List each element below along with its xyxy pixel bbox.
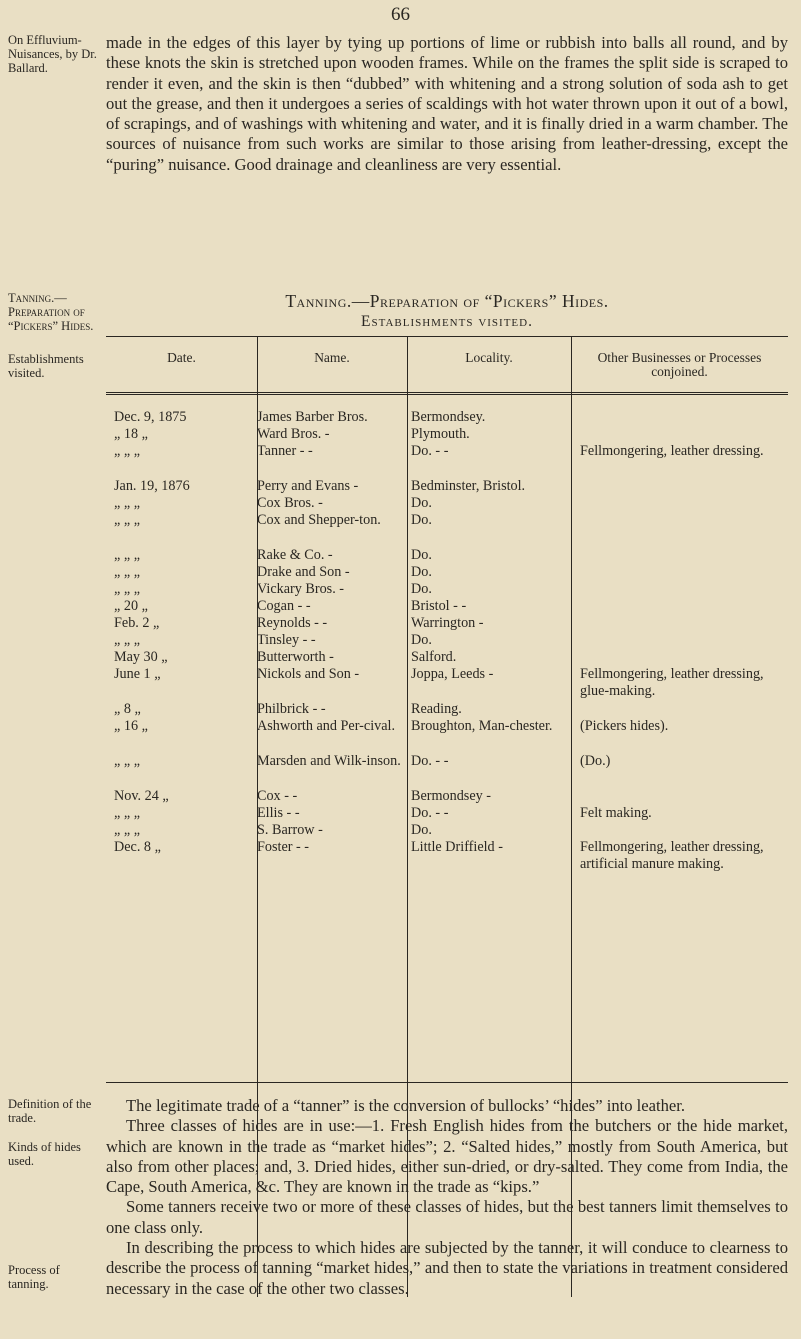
cell-locality: Do. - - [411, 443, 449, 459]
kinds-paragraph: Three classes of hides are in use:—1. Fresh English hides from the butchers or the hide market, which are known in the trade as “market hides”; 2. “Salted hides,” mostly from South America, but also from other places; and, 3. Dried hides, either sun-dried, or dry-salted. They come from India, the Cape, South America, &c. They are known in the trade as “kips.” [106, 1116, 788, 1197]
cell-date: „ 16 „ [114, 718, 148, 734]
section-heading: Tanning.—Preparation of “Pickers” Hides. [285, 291, 609, 311]
cell-locality: Do. [411, 512, 432, 528]
cell-locality: Do. - - [411, 753, 449, 769]
cell-name: Philbrick - - [257, 701, 326, 717]
section-subheading: Establishments visited. [361, 313, 533, 330]
table-top-rule [106, 336, 788, 337]
cell-date: June 1 „ [114, 666, 161, 682]
cell-locality: Little Driffield - [411, 839, 503, 855]
cell-other: Fellmongering, leather dressing, artificial manure making. [580, 839, 764, 872]
table-row [106, 805, 788, 822]
cell-date: „ „ „ [114, 753, 140, 769]
cell-other: Fellmongering, leather dressing, glue-making. [580, 666, 764, 699]
cell-name: Perry and Evans - [257, 478, 359, 494]
cell-date: „ „ „ [114, 443, 140, 459]
table-body [106, 409, 788, 891]
table-row [106, 512, 788, 547]
table-row [106, 426, 788, 443]
table-header-name: Name. [314, 350, 350, 365]
cell-name: Butterworth - [257, 649, 334, 665]
cell-name: Drake and Son - [257, 564, 350, 580]
table-row [106, 443, 788, 478]
cell-other: (Pickers hides). [580, 718, 669, 734]
table-row [106, 753, 788, 788]
margin-note-process: Process of tanning. [8, 1263, 60, 1291]
cell-date: „ 18 „ [114, 426, 148, 442]
cell-name: Cox and Shepper-ton. [257, 512, 381, 528]
top-paragraph [106, 33, 788, 175]
cell-name: Rake & Co. - [257, 547, 333, 563]
table-row [106, 478, 788, 495]
cell-date: „ „ „ [114, 581, 140, 597]
cell-other: Felt making. [580, 805, 652, 821]
cell-date: „ „ „ [114, 632, 140, 648]
cell-locality: Bermondsey - [411, 788, 491, 804]
table-header-date: Date. [167, 350, 196, 365]
cell-date: „ „ „ [114, 547, 140, 563]
table-row [106, 701, 788, 718]
table-header-locality: Locality. [465, 350, 513, 365]
cell-name: Ellis - - [257, 805, 300, 821]
cell-name: Marsden and Wilk-inson. [257, 753, 401, 769]
cell-locality: Do. [411, 495, 432, 511]
cell-locality: Broughton, Man-chester. [411, 718, 553, 734]
cell-locality: Warrington - [411, 615, 484, 631]
table-row [106, 649, 788, 666]
definition-paragraph: The legitimate trade of a “tanner” is the conversion of bullocks’ “hides” into leather. [126, 1096, 686, 1115]
cell-date: Feb. 2 „ [114, 615, 160, 631]
table-row [106, 822, 788, 839]
cell-date: May 30 „ [114, 649, 168, 665]
cell-date: „ „ „ [114, 512, 140, 528]
cell-date: „ „ „ [114, 564, 140, 580]
cell-date: Jan. 19, 1876 [114, 478, 190, 494]
cell-locality: Bristol - - [411, 598, 467, 614]
cell-locality: Plymouth. [411, 426, 470, 442]
cell-name: Tinsley - - [257, 632, 316, 648]
cell-date: „ „ „ [114, 805, 140, 821]
process-paragraph: In describing the process to which hides are subjected by the tanner, it will conduce to clearness to describe the process of tanning “market hides,” and then to state the variations in treatment considered necessary in the case of the other two classes. [106, 1238, 788, 1298]
cell-name: Cox Bros. - [257, 495, 323, 511]
margin-note-establishments: Establishments visited. [8, 352, 84, 380]
cell-date: Nov. 24 „ [114, 788, 169, 804]
cell-locality: Bedminster, Bristol. [411, 478, 526, 494]
cell-locality: Reading. [411, 701, 462, 717]
cell-name: Nickols and Son - [257, 666, 360, 682]
top-paragraph-text: made in the edges of this layer by tying up portions of lime or rubbish into balls all round, and by these knots the skin is stretched upon wooden frames. While on the frames the split side is scraped to render it even, and the skin is then “dubbed” with whitening and a strong solution of soda ash to get out the grease, and then it undergoes a series of scaldings with hot water thrown upon it out of a bowl, of scrapings, and of washings with whitening and water, and it is finally dried in a warm chamber. The sources of nuisance from such works are similar to those arising from leather-dressing, except the “puring” nuisance. Good drainage and cleanliness are very essential. [106, 33, 788, 174]
table-row [106, 409, 788, 426]
cell-date: Dec. 8 „ [114, 839, 161, 855]
cell-date: „ „ „ [114, 495, 140, 511]
cell-locality: Bermondsey. [411, 409, 486, 425]
cell-name: Cogan - - [257, 598, 311, 614]
table-row [106, 495, 788, 512]
cell-other: Fellmongering, leather dressing. [580, 443, 764, 459]
cell-locality: Do. - - [411, 805, 449, 821]
cell-locality: Do. [411, 632, 432, 648]
page-number: 66 [391, 4, 410, 25]
table-row [106, 666, 788, 701]
cell-name: Vickary Bros. - [257, 581, 345, 597]
cell-locality: Do. [411, 547, 432, 563]
cell-date: „ 20 „ [114, 598, 148, 614]
margin-note-effluvium: On Effluvium-Nuisances, by Dr. Ballard. [8, 33, 97, 75]
some-tanners-paragraph: Some tanners receive two or more of these classes of hides, but the best tanners limit themselves to one class only. [106, 1197, 788, 1237]
cell-name: Cox - - [257, 788, 298, 804]
cell-locality: Salford. [411, 649, 457, 665]
table-row [106, 564, 788, 581]
cell-name: S. Barrow - [257, 822, 323, 838]
margin-note-definition: Definition of the trade. [8, 1097, 92, 1125]
cell-date: „ „ „ [114, 822, 140, 838]
table-row [106, 581, 788, 598]
cell-name: Tanner - - [257, 443, 313, 459]
table-row [106, 788, 788, 805]
cell-locality: Do. [411, 822, 432, 838]
body-text-lower [106, 1096, 788, 1299]
table-row [106, 718, 788, 753]
cell-date: „ 8 „ [114, 701, 141, 717]
cell-date: Dec. 9, 1875 [114, 409, 187, 425]
table-row [106, 598, 788, 615]
cell-other: (Do.) [580, 753, 611, 769]
table-row [106, 839, 788, 891]
cell-locality: Do. [411, 564, 432, 580]
cell-name: Reynolds - - [257, 615, 328, 631]
cell-locality: Joppa, Leeds - [411, 666, 494, 682]
table-header-other: Other Businesses or Processes conjoined. [597, 350, 762, 379]
margin-note-tanning: Tanning.—Preparation of “Pickers” Hides. [8, 291, 94, 333]
table-row [106, 615, 788, 632]
cell-name: Foster - - [257, 839, 310, 855]
cell-name: Ward Bros. - [257, 426, 330, 442]
table-row [106, 632, 788, 649]
table-row [106, 547, 788, 564]
cell-name: Ashworth and Per-cival. [257, 718, 396, 734]
table-bottom-rule [106, 1082, 788, 1083]
cell-name: James Barber Bros. [257, 409, 368, 425]
margin-note-kinds: Kinds of hides used. [8, 1140, 81, 1168]
cell-locality: Do. [411, 581, 432, 597]
table-header-rule [106, 392, 788, 395]
